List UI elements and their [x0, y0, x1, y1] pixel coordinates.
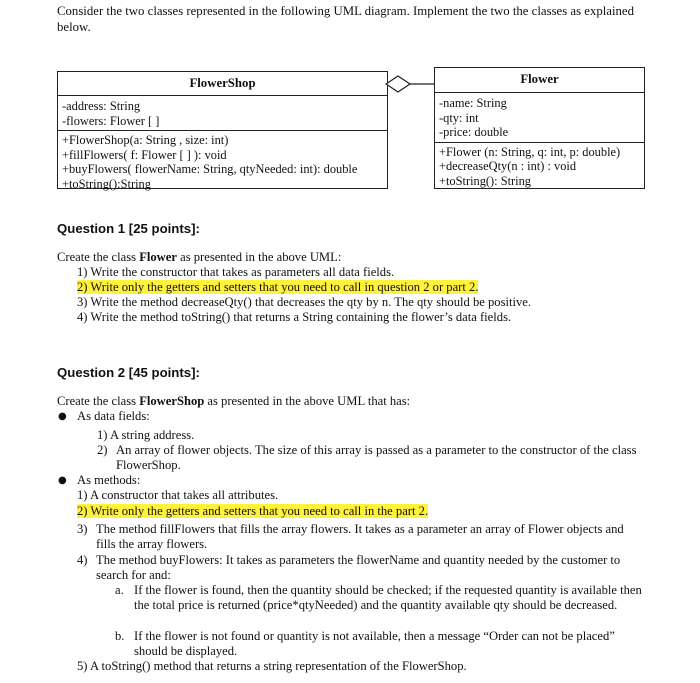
highlighted-item: [77, 280, 478, 294]
uml-attribute: -address: String: [62, 99, 141, 113]
method-item: [77, 659, 467, 674]
item-number: 2): [77, 280, 88, 294]
method-item: [77, 488, 278, 503]
bullet-methods: As methods:: [77, 473, 141, 487]
question-1-heading: Question 1 [25 points]:: [57, 221, 200, 236]
uml-method: +decreaseQty(n : int) : void: [439, 159, 577, 173]
bullet-data-fields: As data fields:: [77, 409, 150, 423]
uml-methods: [58, 131, 387, 193]
field-item: [97, 428, 194, 443]
field-item-text: An array of flower objects. The size of this array is passed as a parameter to the constructor of the class FlowerShop.: [116, 443, 637, 472]
item-text: Write the method decreaseQty() that decreases the qty by n. The qty should be positive.: [90, 295, 532, 309]
uml-method: +Flower (n: String, q: int, p: double): [439, 144, 621, 159]
q1-item: [77, 310, 511, 325]
q1-item: [77, 295, 531, 310]
intro-text: Create the class: [57, 394, 140, 408]
item-number: 1): [77, 265, 88, 279]
uml-attribute: -qty: int: [439, 110, 479, 125]
uml-attribute: -price: double: [439, 125, 509, 139]
uml-class-name: FlowerShop: [58, 72, 387, 96]
uml-method: +fillFlowers( f: Flower [ ] ): void: [62, 147, 227, 162]
item-text: Write only the getters and setters that you need to call in the part 2.: [90, 504, 429, 518]
intro-text: Create the class: [57, 250, 140, 264]
question-2-intro: [57, 394, 410, 409]
intro-text: as presented in the above UML:: [176, 250, 342, 264]
item-text: A constructor that takes all attributes.: [89, 488, 279, 502]
bullet-icon: ●: [58, 475, 67, 486]
intro-text: as presented in the above UML that has:: [204, 394, 411, 408]
sub-item-text: If the flower is found, then the quantity should be checked; if the requested quantity is available then the total price is returned (price*qtyNeeded) and the quantity available qty should be decreased.: [134, 583, 642, 612]
q1-item: [77, 265, 394, 280]
sub-item-text: If the flower is not found or quantity is not available, then a message “Order can not be placed” should be displayed.: [134, 629, 615, 658]
uml-class-name: Flower: [435, 68, 644, 93]
question-1-intro: [57, 250, 341, 265]
uml-attribute: -flowers: Flower [ ]: [62, 113, 160, 128]
sub-item-number: a.: [115, 583, 124, 597]
item-text: A string address.: [109, 428, 195, 442]
item-number: 1): [77, 488, 88, 502]
item-number: 3): [77, 295, 88, 309]
uml-method: +toString():String: [62, 176, 151, 191]
sub-item-number: b.: [115, 629, 125, 643]
q1-item: [77, 280, 478, 295]
method-item: [77, 504, 428, 519]
uml-method: +toString(): String: [439, 173, 532, 188]
class-name-bold: FlowerShop: [139, 394, 205, 408]
method-item-number: 4): [77, 553, 88, 567]
uml-class-flowershop: [57, 71, 388, 189]
item-text: A toString() method that returns a string representation of the FlowerShop.: [89, 659, 467, 673]
method-item-text: The method fillFlowers that fills the array flowers. It takes as a parameter an array of Flower objects and fills the array flowers.: [96, 522, 624, 551]
field-item-number: 2): [97, 443, 108, 457]
uml-class-flower: [434, 67, 645, 189]
uml-methods: [435, 143, 644, 191]
class-name-bold: Flower: [139, 250, 177, 264]
item-text: Write the method toString() that returns a String containing the flower’s data fields.: [90, 310, 512, 324]
uml-attributes: [58, 96, 387, 131]
highlighted-item: [77, 504, 428, 518]
aggregation-connector: [385, 72, 435, 96]
item-number: 5): [77, 659, 88, 673]
item-number: 1): [97, 428, 108, 442]
uml-attributes: [435, 93, 644, 143]
method-item-number: 3): [77, 522, 88, 536]
item-number: 2): [77, 504, 88, 518]
uml-method: +FlowerShop(a: String , size: int): [62, 133, 229, 147]
intro-paragraph: Consider the two classes represented in the following UML diagram. Implement the two the classes as explained below.: [57, 4, 635, 34]
uml-method: +buyFlowers( flowerName: String, qtyNeeded: int): double: [62, 162, 358, 176]
bullet-icon: ●: [58, 411, 67, 422]
method-item-text: The method buyFlowers: It takes as parameters the flowerName and quantity needed by the customer to search for and:: [96, 553, 621, 582]
item-text: Write the constructor that takes as parameters all data fields.: [90, 265, 395, 279]
item-number: 4): [77, 310, 88, 324]
question-2-heading: Question 2 [45 points]:: [57, 365, 200, 380]
uml-attribute: -name: String: [439, 96, 507, 110]
item-text: Write only the getters and setters that you need to call in question 2 or part 2.: [90, 280, 479, 294]
